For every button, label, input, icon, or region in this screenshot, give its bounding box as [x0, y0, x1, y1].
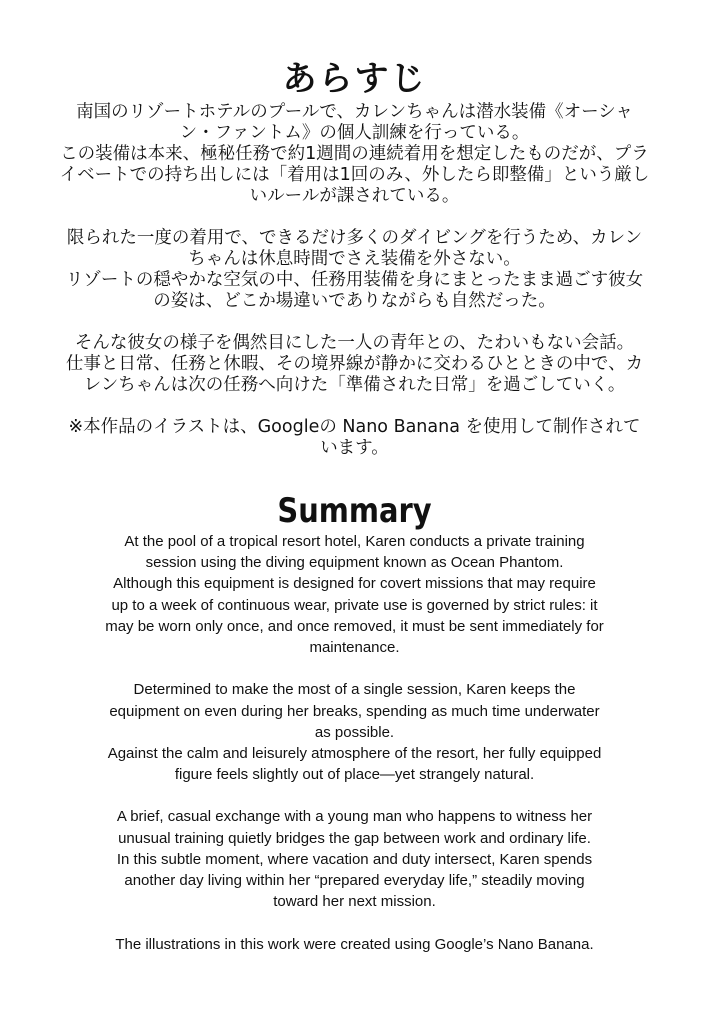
text-line: maintenance.: [309, 638, 400, 656]
text-line: イベートでの持ち出しには「着用は1回のみ、外したら即整備」という厳し: [59, 165, 650, 185]
text-line: The illustrations in this work were created using Google’s Nano Banana.: [115, 935, 594, 953]
summary-text-en: [20, 531, 689, 955]
text-line: います。: [320, 438, 389, 458]
text-line: 南国のリゾートホテルのプールで、カレンちゃんは潜水装備《オーシャ: [76, 102, 633, 122]
synopsis-title: あらすじ: [282, 59, 427, 99]
text-line: そんな彼女の様子を偶然目にした一人の青年との、たわいもない会話。: [74, 333, 635, 353]
text-line: この装備は本来、極秘任務で約1週間の連続着用を想定したものだが、プラ: [60, 144, 649, 164]
text-line: as possible.: [314, 723, 395, 741]
text-line: ン・ファントム》の個人訓練を行っている。: [179, 123, 530, 143]
text-line: いルールが課されている。: [249, 186, 460, 206]
text-line: ちゃんは休息時間でさえ装備を外さない。: [188, 249, 521, 269]
text-line: [20, 658, 689, 679]
text-line: 仕事と日常、任務と休暇、その境界線が静かに交わるひとときの中で、カ: [65, 354, 644, 374]
text-line: [20, 396, 689, 417]
text-line: A brief, casual exchange with a young man who happens to witness her: [116, 808, 593, 826]
text-line: Determined to make the most of a single session, Karen keeps the: [133, 681, 576, 699]
text-line: 限られた一度の着用で、できるだけ多くのダイビングを行うため、カレン: [66, 228, 643, 248]
text-line: [20, 207, 689, 228]
synopsis-text-jp: [20, 102, 689, 459]
text-line: toward her next mission.: [273, 893, 436, 911]
text-line: session using the diving equipment known as Ocean Phantom.: [145, 554, 564, 572]
text-line: Although this equipment is designed for covert missions that may require: [113, 575, 596, 593]
text-line: unusual training quietly bridges the gap between work and ordinary life.: [118, 829, 591, 847]
text-line: At the pool of a tropical resort hotel, Karen conducts a private training: [124, 533, 585, 550]
text-line: ※本作品のイラストは、Googleの Nano Banana を使用して制作されて: [68, 417, 641, 437]
text-line: may be worn only once, and once removed, it must be sent immediately for: [105, 617, 604, 635]
text-line: another day living within her “prepared everyday life,” steadily moving: [124, 872, 585, 889]
text-line: の姿は、どこか場違いでありながらも自然だった。: [153, 291, 556, 311]
text-line: [20, 912, 689, 933]
text-line: up to a week of continuous wear, private use is governed by strict rules: it: [111, 596, 598, 614]
text-line: リゾートの穏やかな空気の中、任務用装備を身にまとったまま過ごす彼女: [65, 270, 644, 290]
text-line: [20, 785, 689, 806]
text-line: equipment on even during her breaks, spending as much time underwater: [109, 702, 600, 720]
text-line: レンちゃんは次の任務へ向けた「準備された日常」を過ごしていく。: [83, 375, 626, 395]
text-line: [20, 312, 689, 333]
text-line: figure feels slightly out of place—yet strangely natural.: [174, 766, 535, 784]
text-line: Against the calm and leisurely atmosphere of the resort, her fully equipped: [107, 744, 602, 762]
text-line: In this subtle moment, where vacation and duty intersect, Karen spends: [116, 850, 593, 868]
summary-title: Summary: [277, 491, 432, 531]
